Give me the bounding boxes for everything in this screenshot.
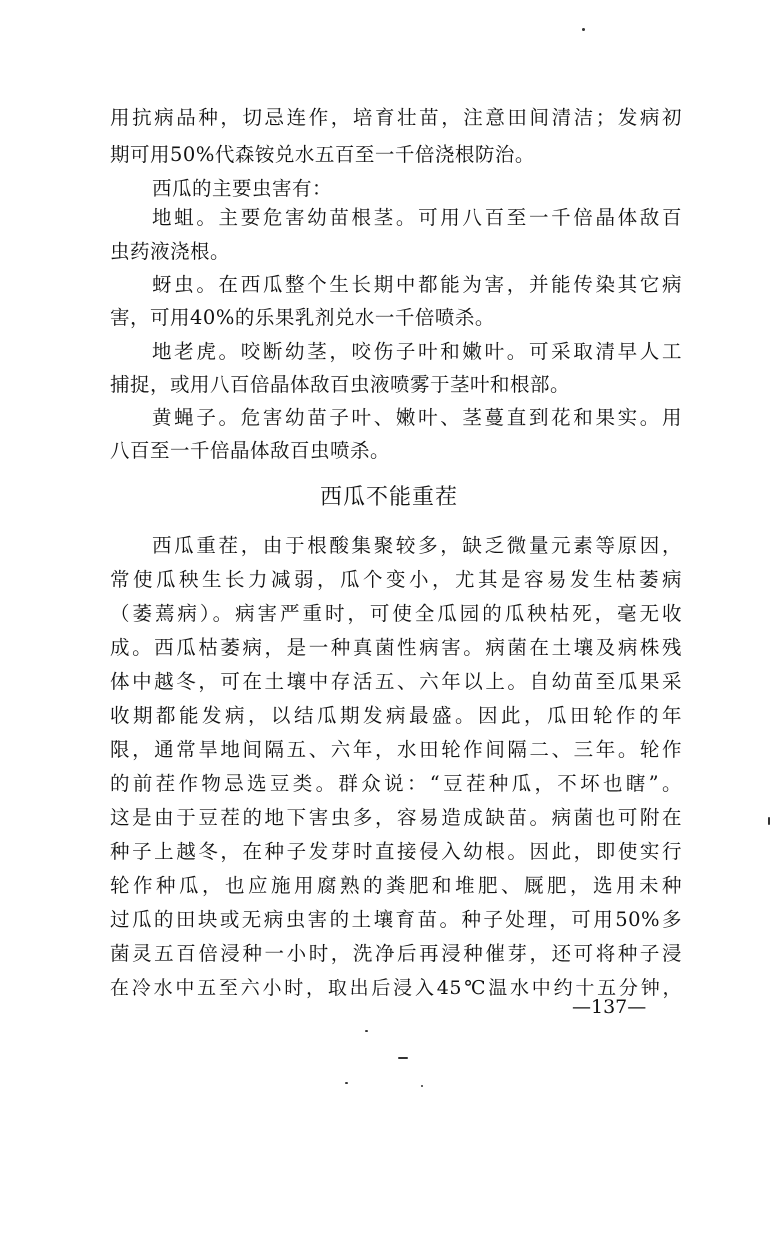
paragraph-line: 的前茬作物忌选豆类。群众说：“豆茬种瓜，不坏也瞎”。 (110, 772, 682, 795)
paragraph-line: 在冷水中五至六小时，取出后浸入45℃温水中约十五分钟， (110, 977, 682, 999)
paragraph-line: 过瓜的田块或无病虫害的土壤育苗。种子处理，可用50%多 (110, 908, 682, 931)
scan-speck (365, 1030, 368, 1032)
paragraph-line: 地老虎。咬断幼茎，咬伤子叶和嫩叶。可采取清早人工 (152, 340, 682, 363)
paragraph-line: 菌灵五百倍浸种一小时，洗净后再浸种催芽，还可将种子浸 (110, 942, 682, 965)
paragraph-line: 这是由于豆茬的地下害虫多，容易造成缺苗。病菌也可附在 (110, 806, 682, 829)
paragraph-line: 常使瓜秧生长力减弱，瓜个变小，尤其是容易发生枯萎病 (110, 568, 682, 591)
paragraph-line: 八百至一千倍晶体敌百虫喷杀。 (110, 439, 391, 462)
paragraph-line: 用抗病品种，切忌连作，培育壮苗，注意田间清洁；发病初 (110, 106, 682, 129)
paragraph-line: 黄蝇子。危害幼苗子叶、嫩叶、茎蔓直到花和果实。用 (152, 406, 682, 429)
paragraph-line: 地蛆。主要危害幼苗根茎。可用八百至一千倍晶体敌百 (152, 206, 682, 229)
paragraph-line: 害，可用40%的乐果乳剂兑水一千倍喷杀。 (110, 306, 495, 329)
scan-speck (582, 28, 585, 31)
paragraph-line: 期可用50%代森铵兑水五百至一千倍浇根防治。 (110, 143, 535, 166)
scan-speck (398, 1057, 408, 1059)
page-number: —137— (572, 996, 647, 1018)
paragraph-line: 捕捉，或用八百倍晶体敌百虫液喷雾于茎叶和根部。 (110, 373, 571, 396)
scan-speck (768, 817, 770, 825)
paragraph-line: 限，通常旱地间隔五、六年，水田轮作间隔二、三年。轮作 (110, 738, 682, 761)
paragraph-line: 成。西瓜枯萎病，是一种真菌性病害。病菌在土壤及病株残 (110, 636, 682, 659)
paragraph-line: 西瓜重茬，由于根酸集聚较多，缺乏微量元素等原因， (152, 534, 682, 557)
paragraph-line: 轮作种瓜，也应施用腐熟的粪肥和堆肥、厩肥，选用未种 (110, 874, 682, 897)
paragraph-line: 蚜虫。在西瓜整个生长期中都能为害，并能传染其它病 (152, 273, 682, 296)
scan-speck (421, 1085, 423, 1087)
paragraph-line: （萎蔫病）。病害严重时，可使全瓜园的瓜秧枯死，毫无收 (110, 602, 682, 625)
paragraph-line: 种子上越冬，在种子发芽时直接侵入幼根。因此，即使实行 (110, 840, 682, 863)
paragraph-line: 虫药液浇根。 (110, 240, 231, 263)
paragraph-line: 体中越冬，可在土壤中存活五、六年以上。自幼苗至瓜果采 (110, 670, 682, 693)
paragraph-line: 收期都能发病，以结瓜期发病最盛。因此，瓜田轮作的年 (110, 704, 682, 727)
paragraph-line: 西瓜的主要虫害有： (152, 177, 333, 200)
scan-speck (345, 1082, 348, 1084)
section-heading: 西瓜不能重茬 (319, 485, 458, 510)
